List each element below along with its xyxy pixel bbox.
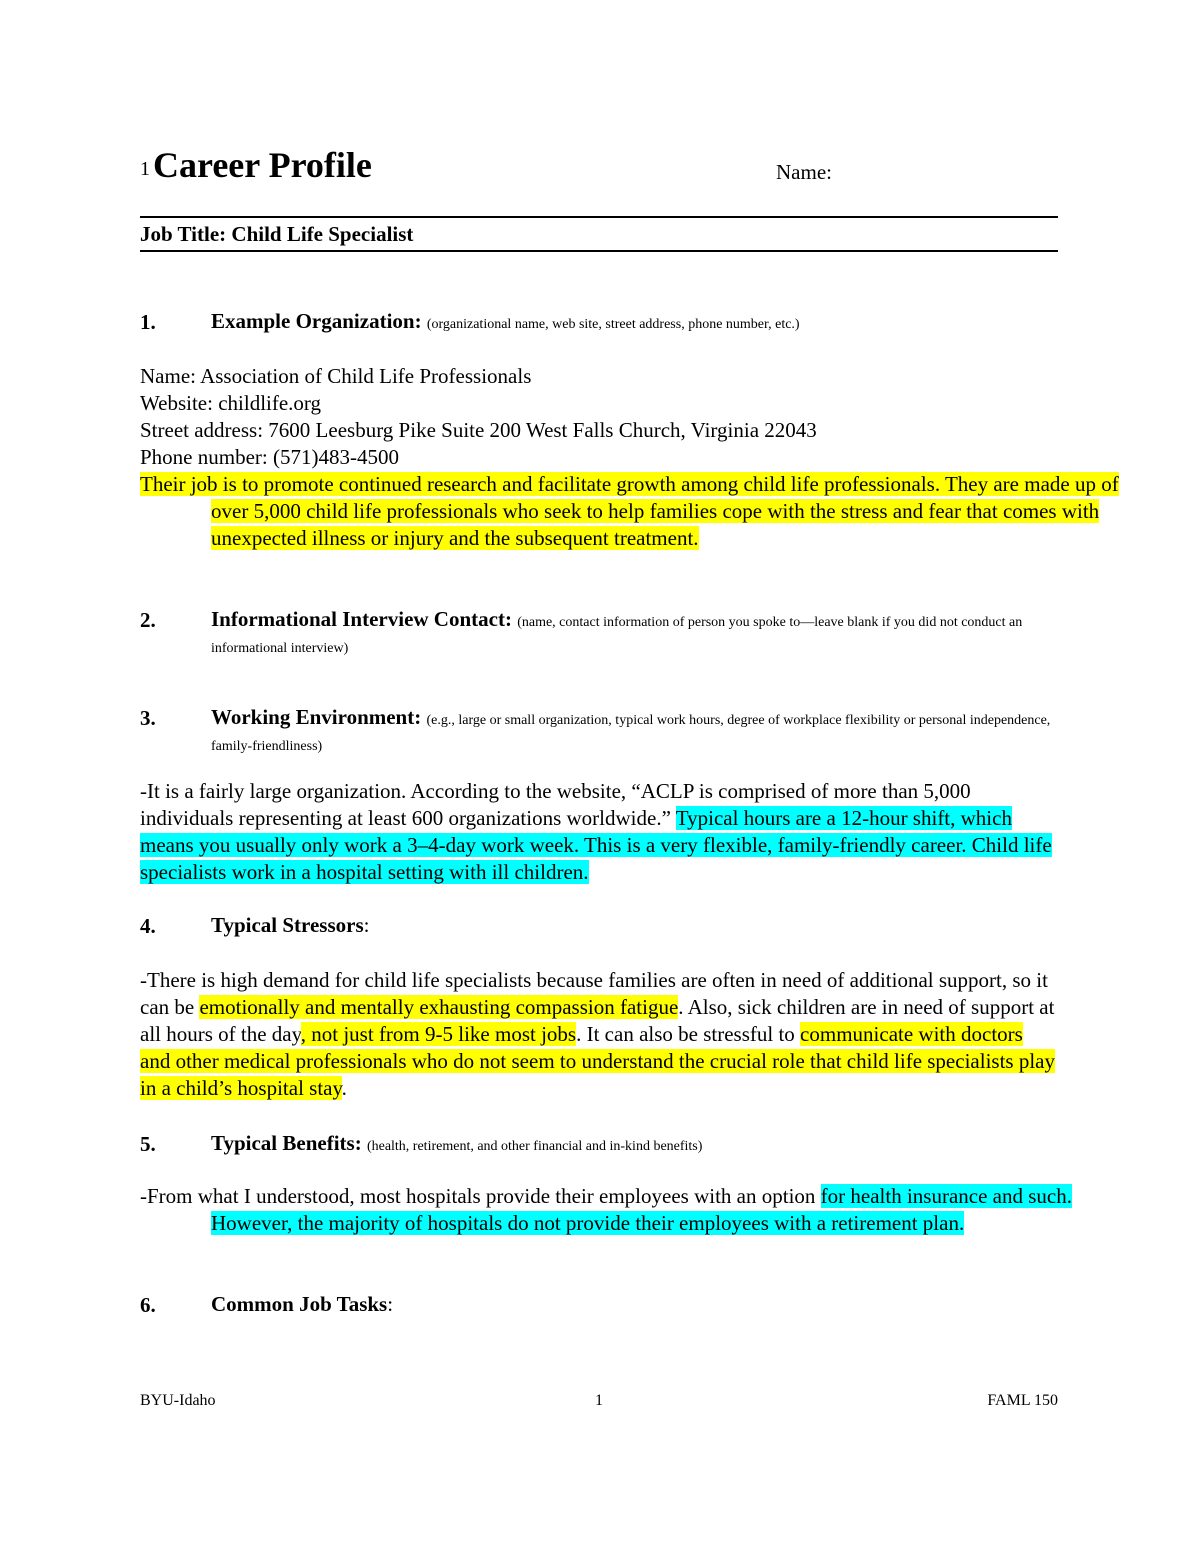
- section-hint: (health, retirement, and other financial and in-kind benefits): [366, 1139, 703, 1154]
- section-heading: [211, 310, 1058, 336]
- environment-text: -It is a fairly large organization. According to the website, “ACLP is comprised of more than 5,000 individuals representing at least 600 organizations worldwide.”: [140, 779, 971, 830]
- section-title: Common Job Tasks: [211, 1292, 388, 1316]
- section-title: Informational Interview Contact:: [211, 607, 512, 631]
- footer-right: FAML 150: [987, 1392, 1058, 1409]
- section-heading: [211, 914, 1058, 936]
- section-colon: :: [387, 1292, 394, 1316]
- org-phone: Phone number: (571)483-4500: [140, 445, 399, 469]
- section-heading: [211, 608, 1058, 660]
- section-heading: [211, 1293, 1058, 1315]
- stressors-text: .: [341, 1076, 347, 1100]
- section-title: Example Organization:: [211, 309, 422, 333]
- section-title: Typical Stressors: [211, 913, 364, 937]
- job-title: Job Title: Child Life Specialist: [140, 222, 414, 246]
- highlighted-text: for health insurance and such. However, the majority of hospitals do not provide their employees with a retirement plan.: [211, 1184, 1072, 1235]
- environment-paragraph: [140, 778, 1058, 886]
- section-title: Typical Benefits:: [211, 1131, 362, 1155]
- footer-left: BYU-Idaho: [140, 1392, 216, 1409]
- title-row: [140, 140, 1058, 190]
- org-description: [140, 471, 1129, 552]
- highlighted-text: Their job is to promote continued research and facilitate growth among child life professionals. They are made up of over 5,000 child life professionals who seek to help families cope with the stress and fear that comes with unexpected illness or injury and the subsequent treatment.: [140, 472, 1119, 550]
- stressors-text: -There is high demand for child life specialists because families are often in need of additional support, so it can be: [140, 968, 1048, 1019]
- stressors-paragraph: [140, 967, 1058, 1102]
- highlighted-text: Typical hours are a 12-hour shift, which means you usually only work a 3–4-day work week. This is a very flexible, family-friendly career. Child life specialists work in a hospital setting with ill children.: [140, 806, 1052, 884]
- section-number: 5.: [140, 1132, 156, 1156]
- highlighted-text: , not just from 9-5 like most jobs: [300, 1022, 577, 1046]
- org-website: Website: childlife.org: [140, 391, 322, 415]
- section-colon: :: [363, 913, 370, 937]
- stressors-text: . It can also be stressful to: [576, 1022, 801, 1046]
- page-title: Career Profile: [153, 145, 372, 185]
- page-number: 1: [595, 1392, 603, 1409]
- section-number: 4.: [140, 914, 156, 938]
- stressors-text: . Also, sick children are in need of support at all hours of the day: [140, 995, 1055, 1046]
- org-name: Name: Association of Child Life Professionals: [140, 364, 532, 388]
- bottom-rule: [140, 250, 1058, 252]
- section-number: 2.: [140, 608, 156, 632]
- document-number: 1: [140, 158, 150, 180]
- name-label: Name:: [776, 160, 832, 184]
- section-title: Working Environment:: [211, 705, 422, 729]
- section-hint: (organizational name, web site, street address, phone number, etc.): [426, 317, 800, 332]
- highlighted-text: emotionally and mentally exhausting compassion fatigue: [199, 995, 679, 1019]
- benefits-text: -From what I understood, most hospitals provide their employees with an option: [140, 1184, 821, 1208]
- benefits-paragraph: [140, 1183, 1129, 1237]
- section-number: 6.: [140, 1293, 156, 1317]
- org-address: Street address: 7600 Leesburg Pike Suite 200 West Falls Church, Virginia 22043: [140, 418, 817, 442]
- top-rule: [140, 216, 1058, 218]
- section-number: 1.: [140, 310, 156, 334]
- section-heading: [211, 1132, 1058, 1158]
- highlighted-text: communicate with doctors and other medical professionals who do not seem to understand the crucial role that child life specialists play in a child’s hospital stay: [140, 1022, 1055, 1100]
- section-hint: (e.g., large or small organization, typical work hours, degree of workplace flexibility or personal independence, family-friendliness): [211, 713, 1051, 754]
- section-heading: [211, 706, 1058, 758]
- section-number: 3.: [140, 706, 156, 730]
- section-hint: (name, contact information of person you spoke to—leave blank if you did not conduct an informational interview): [211, 615, 1023, 656]
